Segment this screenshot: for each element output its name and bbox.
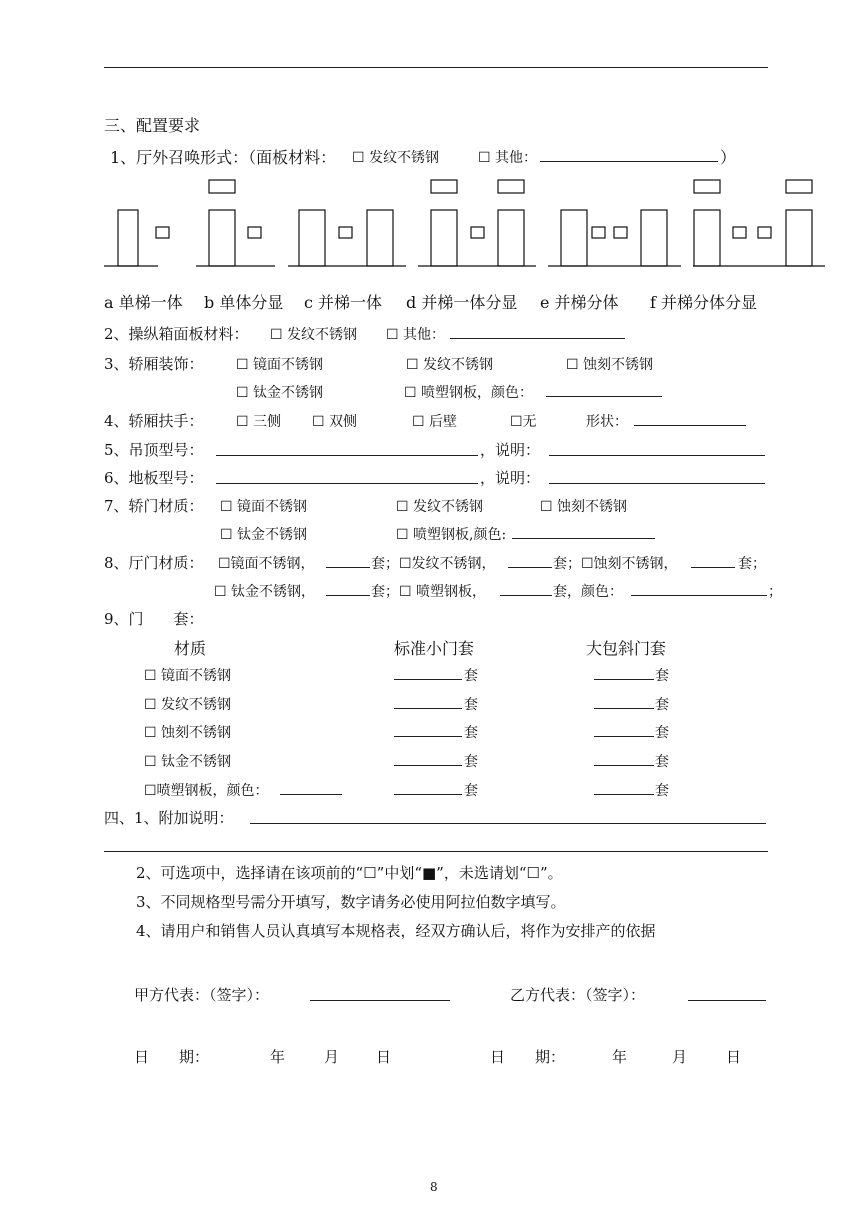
- diagram-c: [288, 210, 406, 266]
- car-door-etched[interactable]: ☐ 蚀刻不锈钢: [540, 499, 628, 515]
- door-frame-large-unit-4: 套: [655, 754, 669, 771]
- landing-door-hairline-qty[interactable]: [508, 567, 552, 568]
- floor-note-field[interactable]: [549, 483, 765, 484]
- diagram-label-b: b 单体分显: [204, 293, 284, 312]
- door-frame-header-material: 材质: [174, 639, 207, 658]
- party-b-date-year: 年: [612, 1048, 628, 1066]
- party-a-signature-field[interactable]: [310, 1000, 450, 1001]
- landing-door-mirror[interactable]: ☐镜面不锈钢，: [218, 556, 315, 572]
- landing-door-painted[interactable]: 套；☐ 喷塑钢板，: [371, 584, 487, 600]
- car-decoration-label: 3、轿厢装饰：: [104, 355, 204, 373]
- door-frame-material-3[interactable]: ☐ 蚀刻不锈钢: [144, 725, 232, 742]
- handrail-shape-label: 形状：: [586, 414, 628, 430]
- door-frame-material-5[interactable]: ☐喷塑钢板，颜色：: [144, 782, 269, 799]
- door-frame-material-1[interactable]: ☐ 镜面不锈钢: [144, 668, 232, 684]
- diagram-b: [196, 180, 275, 266]
- handrail-two-side[interactable]: ☐ 双侧: [312, 414, 358, 430]
- panel-other-field[interactable]: [450, 338, 625, 339]
- door-frame-standard-unit-4: 套: [464, 754, 478, 771]
- ceiling-note-label: ，说明：: [480, 441, 541, 459]
- door-frame-standard-qty-1[interactable]: [394, 679, 462, 680]
- car-deco-titanium[interactable]: ☐ 钛金不锈钢: [236, 385, 324, 401]
- car-deco-hairline[interactable]: ☐ 发纹不锈钢: [406, 357, 494, 373]
- diagram-f: [693, 180, 825, 266]
- diagram-a: [104, 210, 169, 266]
- car-deco-etched[interactable]: ☐ 蚀刻不锈钢: [566, 357, 654, 373]
- door-frame-standard-qty-5[interactable]: [394, 794, 462, 795]
- party-a-date-month: 月: [324, 1048, 340, 1066]
- door-frame-large-qty-1[interactable]: [594, 679, 654, 680]
- door-frame-standard-unit-1: 套: [464, 668, 478, 684]
- hall-call-opt-other[interactable]: ☐ 其他：: [478, 150, 538, 166]
- door-frame-large-qty-4[interactable]: [594, 765, 654, 766]
- party-a-date-label: 日 期：: [134, 1048, 210, 1066]
- party-b-signature-field[interactable]: [688, 1000, 766, 1001]
- door-frame-standard-qty-3[interactable]: [394, 736, 462, 737]
- diagram-label-f: f 并梯分体分显: [650, 293, 758, 312]
- car-door-mirror[interactable]: ☐ 镜面不锈钢: [220, 499, 308, 515]
- party-b-signature-label: 乙方代表：（签字）：: [510, 986, 646, 1004]
- note-3: 3、不同规格型号需分开填写，数字请务必使用阿拉伯数字填写。: [136, 893, 566, 911]
- panel-opt-other[interactable]: ☐ 其他：: [386, 327, 446, 343]
- floor-model-label: 6、地板型号：: [104, 469, 204, 487]
- landing-door-titanium[interactable]: ☐ 钛金不锈钢，: [214, 584, 316, 600]
- car-door-painted[interactable]: ☐ 喷塑钢板,颜色:: [396, 527, 507, 543]
- diagram-label-d: d 并梯一体分显: [406, 293, 518, 312]
- door-frame-material-2[interactable]: ☐ 发纹不锈钢: [144, 696, 232, 713]
- door-frame-large-unit-2: 套: [655, 696, 669, 713]
- note-4: 4、请用户和销售人员认真填写本规格表，经双方确认后，将作为安排产的依据: [136, 922, 656, 940]
- landing-door-color-field[interactable]: [631, 595, 767, 596]
- hall-call-other-field[interactable]: [540, 161, 718, 162]
- page-number: 8: [430, 1180, 438, 1194]
- additional-notes-field-2[interactable]: [104, 851, 768, 852]
- landing-door-painted-qty[interactable]: [500, 595, 552, 596]
- handrail-none[interactable]: ☐无: [510, 414, 537, 430]
- hall-call-label: 1、厅外召唤形式：（面板材料：: [110, 148, 337, 167]
- door-frame-large-unit-1: 套: [655, 668, 669, 684]
- door-frame-header-large: 大包斜门套: [586, 639, 667, 658]
- section-title-config: 三、配置要求: [104, 116, 201, 135]
- diagram-label-e: e 并梯分体: [540, 293, 619, 312]
- door-frame-large-qty-2[interactable]: [594, 708, 654, 709]
- header-rule: [104, 67, 768, 68]
- party-b-date-label: 日 期：: [490, 1048, 566, 1066]
- diagram-e: [548, 210, 681, 266]
- landing-door-etched-qty[interactable]: [691, 567, 735, 568]
- door-frame-material-4[interactable]: ☐ 钛金不锈钢: [144, 754, 232, 771]
- ceiling-model-field[interactable]: [216, 455, 478, 456]
- floor-note-label: ，说明：: [480, 469, 541, 487]
- party-a-date-year: 年: [270, 1048, 286, 1066]
- party-a-date-day: 日: [376, 1048, 392, 1066]
- door-frame-standard-unit-2: 套: [464, 696, 478, 713]
- floor-model-field[interactable]: [216, 483, 478, 484]
- landing-door-mirror-qty[interactable]: [326, 567, 370, 568]
- landing-door-titanium-qty[interactable]: [326, 595, 370, 596]
- door-frame-standard-qty-2[interactable]: [394, 708, 462, 709]
- door-frame-large-unit-3: 套: [655, 725, 669, 742]
- diagram-label-a: a 单梯一体: [104, 293, 183, 312]
- landing-door-row2-end: ；: [768, 584, 782, 600]
- landing-door-color-label: 套，颜色：: [553, 584, 623, 600]
- door-frame-color-field[interactable]: [280, 794, 342, 795]
- door-frame-standard-qty-4[interactable]: [394, 765, 462, 766]
- party-b-date-month: 月: [672, 1048, 688, 1066]
- handrail-rear[interactable]: ☐ 后壁: [412, 414, 458, 430]
- note-2: 2、可选项中，选择请在该项前的“☐”中划“■”，未选请划“☐”。: [136, 864, 563, 882]
- landing-door-label: 8、厅门材质：: [104, 554, 204, 572]
- car-deco-mirror[interactable]: ☐ 镜面不锈钢: [236, 357, 324, 373]
- additional-notes-field[interactable]: [250, 823, 766, 824]
- car-door-hairline[interactable]: ☐ 发纹不锈钢: [396, 499, 484, 515]
- car-deco-painted[interactable]: ☐ 喷塑钢板，颜色：: [404, 385, 534, 401]
- additional-notes-label: 四、1、附加说明：: [104, 809, 234, 827]
- car-door-label: 7、轿门材质：: [104, 497, 204, 515]
- car-door-titanium[interactable]: ☐ 钛金不锈钢: [220, 527, 308, 543]
- diagram-label-c: c 并梯一体: [304, 293, 383, 312]
- party-a-signature-label: 甲方代表：（签字）：: [134, 986, 270, 1004]
- door-frame-large-unit-5: 套: [655, 782, 669, 799]
- door-frame-standard-unit-5: 套: [464, 782, 478, 799]
- diagram-d: [418, 180, 536, 266]
- panel-material-label: 2、操纵箱面板材料：: [104, 325, 249, 343]
- landing-door-hairline[interactable]: 套；☐发纹不锈钢，: [371, 556, 496, 572]
- door-frame-standard-unit-3: 套: [464, 725, 478, 742]
- party-b-date-day: 日: [726, 1048, 742, 1066]
- panel-opt-hairline[interactable]: ☐ 发纹不锈钢: [270, 327, 358, 343]
- handrail-shape-field[interactable]: [634, 425, 746, 426]
- handrail-three-side[interactable]: ☐ 三侧: [236, 414, 282, 430]
- door-frame-large-qty-5[interactable]: [594, 794, 654, 795]
- car-deco-color-field[interactable]: [546, 396, 662, 397]
- landing-door-etched[interactable]: 套；☐蚀刻不锈钢，: [553, 556, 678, 572]
- ceiling-note-field[interactable]: [549, 455, 765, 456]
- hall-call-close: ）: [720, 148, 737, 167]
- handrail-label: 4、轿厢扶手：: [104, 412, 204, 430]
- car-door-color-field[interactable]: [512, 538, 655, 539]
- landing-door-row1-end: 套；: [738, 556, 766, 572]
- door-frame-large-qty-3[interactable]: [594, 736, 654, 737]
- door-frame-label: 9、门 套：: [104, 610, 204, 628]
- door-frame-header-standard: 标准小门套: [394, 639, 475, 658]
- ceiling-model-label: 5、吊顶型号：: [104, 441, 204, 459]
- hall-call-opt-hairline[interactable]: ☐ 发纹不锈钢: [352, 150, 440, 166]
